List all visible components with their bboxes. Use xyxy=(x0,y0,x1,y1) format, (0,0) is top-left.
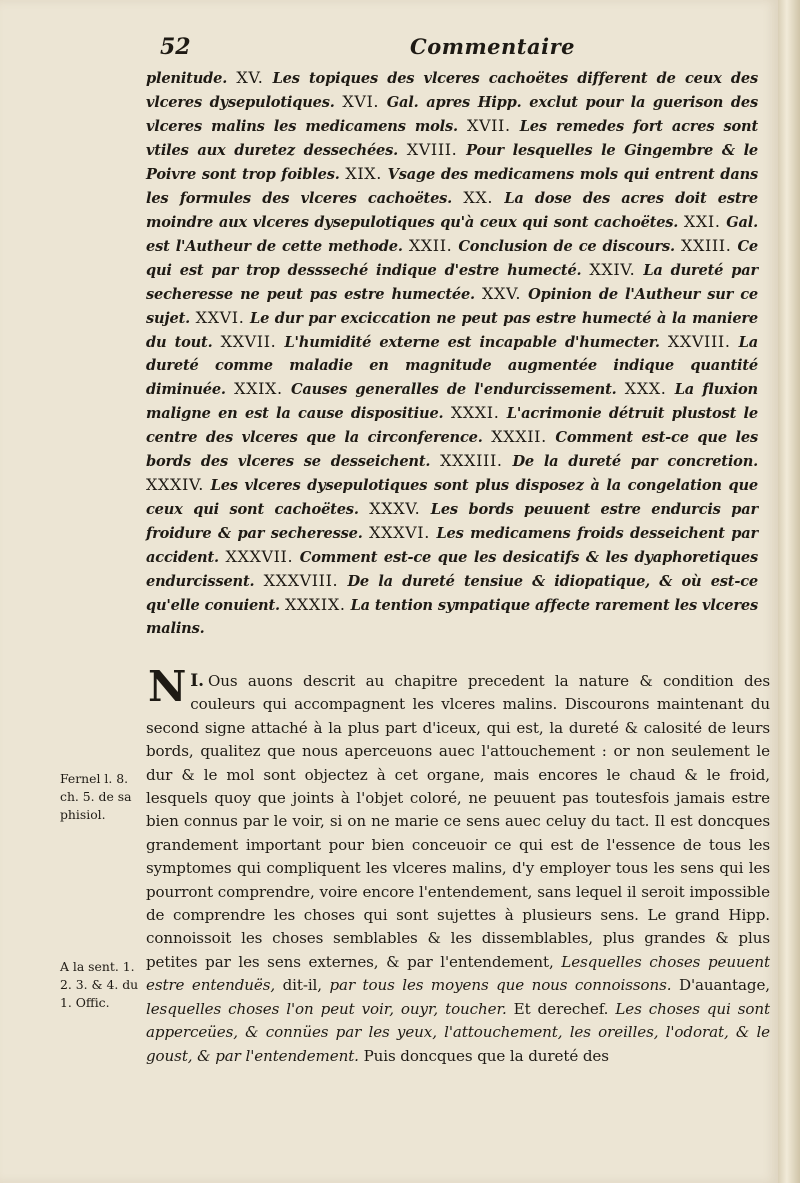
summary-text: Ce qui est par trop dessseché indique d'estre humecté. xyxy=(146,238,758,279)
summary-number: XV. xyxy=(236,68,264,87)
summary-text: Vsage des medicamens mols qui entrent dans les formules des vlceres cachoëtes. xyxy=(146,166,758,207)
summary-text: Les medicamens froids desseichent par accident. xyxy=(146,525,759,566)
chapter-summary xyxy=(146,66,758,640)
summary-number: XXIII. xyxy=(680,236,732,255)
running-head: Commentaire xyxy=(410,34,575,59)
summary-text: Les remedes fort acres sont vtiles aux duretez dessechées. xyxy=(146,118,758,159)
summary-text: Pour lesquelles le Gingembre & le Poivre sont trop foibles. xyxy=(146,142,758,183)
summary-text: Conclusion de ce discours. xyxy=(458,238,675,255)
summary-number: XVI. xyxy=(342,92,380,111)
drop-cap: N xyxy=(148,662,187,711)
summary-number: XXXIX. xyxy=(284,595,346,614)
margin-note-fernel: Fernel l. 8. ch. 5. de sa phisiol. xyxy=(60,771,132,822)
summary-text: Les topiques des vlceres cachoëtes different de ceux des vlceres dysepulotiques. xyxy=(146,70,758,111)
paragraph-number: I. xyxy=(190,671,204,691)
summary-number: XXIX. xyxy=(234,379,283,398)
summary-number: XXI. xyxy=(683,212,721,231)
summary-text: La fluxion maligne en est la cause dispositiue. xyxy=(146,381,758,422)
summary-number: XXXVI. xyxy=(369,523,430,542)
summary-text: Causes generalles de l'endurcissement. xyxy=(290,381,617,398)
page-edge xyxy=(778,0,800,1183)
summary-text: L'acrimonie détruit plustost le centre des vlceres que la circonference. xyxy=(146,405,758,446)
quote-2: par tous les moyens que nous connoissons. xyxy=(329,976,672,995)
summary-text: Opinion de l'Autheur sur ce sujet. xyxy=(146,286,758,327)
body-text-5: Puis doncques que la dureté des xyxy=(363,1046,609,1065)
summary-number: XVIII. xyxy=(406,140,458,159)
summary-number: XXXII. xyxy=(491,427,547,446)
summary-number: XXXIV. xyxy=(146,475,204,494)
body-text-2: dit-il, xyxy=(282,976,322,995)
quote-3: lesquelles choses l'on peut voir, ouyr, toucher. xyxy=(146,999,507,1018)
summary-text: Les bords peuuent estre endurcis par froidure & par secheresse. xyxy=(146,501,758,542)
summary-text: La dose des acres doit estre moindre aux vlceres dysepulotiques qu'à ceux qui sont cachoëtes. xyxy=(146,190,758,231)
summary-text: Comment est-ce que les desicatifs & les dyaphoretiques endurcissent. xyxy=(146,549,758,590)
body-paragraph xyxy=(146,662,771,1068)
margin-note-hipp: A la sent. 1. 2. 3. & 4. du 1. Offic. xyxy=(60,959,139,1010)
summary-number: XXV. xyxy=(482,284,522,303)
summary-number: XX. xyxy=(463,188,494,207)
summary-number: XXXIII. xyxy=(440,451,503,470)
summary-text: La tention sympatique affecte rarement les vlceres malins. xyxy=(146,597,758,637)
quote-1: Lesquelles choses peuuent estre entenduës, xyxy=(146,952,770,995)
summary-number: XXX. xyxy=(624,379,667,398)
summary-number: XXIV. xyxy=(589,260,636,279)
summary-number: XXVI. xyxy=(195,308,245,327)
summary-text: Gal. apres Hipp. exclut pour la guerison des vlceres malins les medicamens mols. xyxy=(146,94,758,135)
summary-text: Gal. est l'Autheur de cette methode. xyxy=(146,214,758,255)
summary-number: XXXVIII. xyxy=(263,571,339,590)
summary-number: XVII. xyxy=(466,116,511,135)
summary-number: XXXV. xyxy=(369,499,421,518)
body-text-1: Ous auons descrit au chapitre precedent la nature & condition des couleurs qui accompagnent les vlceres malins. Discourons maintenant du second signe attaché à la plus part d'iceux, qui est, la dureté & calosité de leurs bords, qualitez que nous aperceuons auec l'attouchement : or non seulement le dur & le mol sont objectez à cet organe, mais encores le chaud & le froid, lesquels quoy que joints à l'objet coloré, ne peuuent pas toutesfois jamais estre bien connus par le voir, si on ne marie ce sens auec celuy du tact. Il est doncques grandement important pour bien conceuoir ce qui est de l'essence de tous les symptomes qui compliquent les vlceres malins, d'y employer tous les sens qui les pourront comprendre, voire encore l'entendement, sans lequel il seroit impossible de comprendre les choses qui sont sujettes à plusieurs sens. Le grand Hipp. connoissoit les choses semblables & les dissemblables, plus grandes & plus petites par les sens externes, & par l'entendement, xyxy=(146,672,770,971)
summary-text: plenitude. xyxy=(146,70,228,87)
page-number: 52 xyxy=(160,34,191,60)
summary-text: Le dur par exciccation ne peut pas estre humecté à la maniere du tout. xyxy=(146,310,758,351)
summary-number: XXII. xyxy=(408,236,453,255)
summary-number: XXXI. xyxy=(450,403,500,422)
page-header xyxy=(160,34,760,64)
summary-number: XXVIII. xyxy=(667,332,731,351)
body-text-3: D'auantage, xyxy=(678,976,771,995)
summary-text: L'humidité externe est incapable d'humecter. xyxy=(284,334,660,351)
summary-text: La dureté par secheresse ne peut pas estre humectée. xyxy=(146,262,758,303)
quote-4: Les choses qui sont apperceües, & connües par les yeux, l'attouchement, les oreilles, l'odorat, & le goust, & par l'entendement. xyxy=(146,999,771,1065)
summary-text: La dureté comme maladie en magnitude augmentée indique quantité diminuée. xyxy=(146,334,758,398)
summary-text: Comment est-ce que les bords des vlceres se desseichent. xyxy=(146,429,758,470)
summary-number: XIX. xyxy=(345,164,382,183)
summary-number: XXXVII. xyxy=(225,547,294,566)
summary-number: XXVII. xyxy=(220,332,277,351)
body-text-4: Et derechef. xyxy=(513,999,609,1018)
summary-text: De la dureté par concretion. xyxy=(512,453,758,470)
summary-text: De la dureté tensiue & idiopatique, & où est-ce qu'elle conuient. xyxy=(146,573,758,614)
summary-text: Les vlceres dysepulotiques sont plus disposez à la congelation que ceux qui sont cachoëtes. xyxy=(146,477,758,518)
